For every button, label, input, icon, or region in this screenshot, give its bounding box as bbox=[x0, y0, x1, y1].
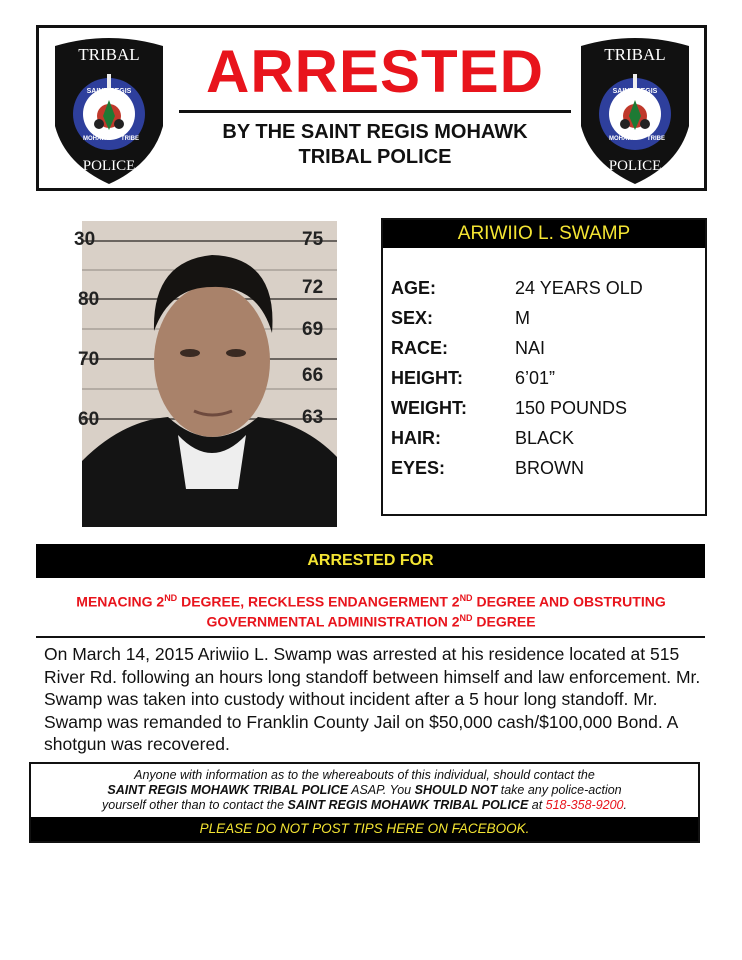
section-divider bbox=[36, 636, 705, 638]
height-mark-70: 70 bbox=[78, 349, 100, 370]
detail-row-hair bbox=[391, 428, 691, 458]
svg-text:POLICE: POLICE bbox=[608, 158, 662, 174]
notice-line-2: SAINT REGIS MOHAWK TRIBAL POLICE ASAP. You SHOULD NOT take any police-action bbox=[107, 783, 622, 797]
detail-label: EYES: bbox=[391, 458, 446, 478]
contact-phone: 518-358-9200 bbox=[545, 798, 624, 812]
detail-row-eyes bbox=[391, 458, 691, 488]
height-mark-72: 72 bbox=[302, 277, 324, 298]
detail-value: M bbox=[515, 308, 530, 328]
page-title: ARRESTED bbox=[205, 38, 545, 105]
svg-text:TRIBAL: TRIBAL bbox=[604, 45, 666, 64]
tribal-police-badge-left bbox=[49, 34, 169, 186]
height-mark-69: 69 bbox=[302, 319, 324, 340]
subtitle bbox=[179, 120, 571, 170]
detail-label: HAIR: bbox=[391, 428, 441, 448]
mugshot-photo bbox=[74, 221, 337, 527]
svg-text:TRIBE: TRIBE bbox=[121, 136, 139, 142]
height-mark-66: 66 bbox=[302, 365, 324, 386]
detail-value: NAI bbox=[515, 338, 546, 358]
notice-line-3: yourself other than to contact the SAINT REGIS MOHAWK TRIBAL POLICE at 518-358-9200. bbox=[102, 798, 627, 812]
mugshot-illustration bbox=[82, 221, 337, 527]
contact-notice-box bbox=[29, 762, 700, 843]
height-mark-80: 80 bbox=[78, 289, 100, 310]
svg-text:TRIBAL: TRIBAL bbox=[78, 45, 140, 64]
svg-text:TRIBE: TRIBE bbox=[647, 136, 665, 142]
height-mark-75: 75 bbox=[302, 229, 324, 250]
height-mark-60: 60 bbox=[78, 409, 100, 430]
subtitle-line-1: BY THE SAINT REGIS MOHAWK bbox=[222, 121, 528, 143]
title-divider bbox=[179, 110, 571, 113]
svg-text:SAINT REGIS: SAINT REGIS bbox=[612, 88, 658, 95]
detail-label: RACE: bbox=[391, 338, 448, 358]
detail-value: 24 YEARS OLD bbox=[515, 278, 643, 298]
detail-label: AGE: bbox=[391, 278, 436, 298]
charges-text bbox=[40, 590, 702, 629]
detail-row-height bbox=[391, 368, 691, 398]
detail-row-sex bbox=[391, 308, 691, 338]
subtitle-line-2: TRIBAL POLICE bbox=[298, 146, 452, 168]
svg-text:SAINT REGIS: SAINT REGIS bbox=[86, 88, 132, 95]
detail-label: SEX: bbox=[391, 308, 434, 328]
svg-text:POLICE: POLICE bbox=[82, 158, 136, 174]
header-box bbox=[36, 25, 707, 191]
height-mark-partial: 30 bbox=[74, 229, 96, 250]
detail-value: 6’01” bbox=[515, 368, 556, 388]
tribal-police-badge-right bbox=[575, 34, 695, 186]
subject-info-box bbox=[381, 218, 707, 516]
contact-notice-text bbox=[37, 768, 692, 813]
detail-label: HEIGHT: bbox=[391, 368, 463, 388]
detail-row-weight bbox=[391, 398, 691, 428]
arrest-narrative: On March 14, 2015 Ariwiio L. Swamp was arrested at his residence located at 515 River Rd. following an hours long standoff between himself and law enforcement. Mr. Swamp was taken into custody without incident after a 5 hour long standoff. Mr. Swamp was remanded to Franklin County Jail on $50,000 cash/$100,000 Bond. A shotgun was recovered. bbox=[44, 644, 701, 754]
notice-line-1: Anyone with information as to the whereabouts of this individual, should contact the bbox=[134, 768, 595, 782]
detail-row-age bbox=[391, 278, 691, 308]
svg-text:MOHAWK: MOHAWK bbox=[83, 136, 111, 142]
facebook-warning: PLEASE DO NOT POST TIPS HERE ON FACEBOOK. bbox=[31, 817, 698, 841]
charges-line-1: MENACING 2ND DEGREE, RECKLESS ENDANGERMENT 2ND DEGREE AND OBSTRUTING bbox=[76, 593, 666, 610]
detail-row-race bbox=[391, 338, 691, 368]
height-mark-63: 63 bbox=[302, 407, 324, 428]
detail-value: BLACK bbox=[515, 428, 575, 448]
charges-line-2: GOVERNMENTAL ADMINISTRATION 2ND DEGREE bbox=[206, 612, 536, 630]
arrested-for-heading: ARRESTED FOR bbox=[36, 544, 705, 578]
svg-text:MOHAWK: MOHAWK bbox=[609, 136, 637, 142]
detail-value: 150 POUNDS bbox=[515, 398, 628, 418]
detail-value: BROWN bbox=[515, 458, 584, 478]
detail-label: WEIGHT: bbox=[391, 398, 467, 418]
subject-name: ARIWIIO L. SWAMP bbox=[383, 220, 705, 248]
